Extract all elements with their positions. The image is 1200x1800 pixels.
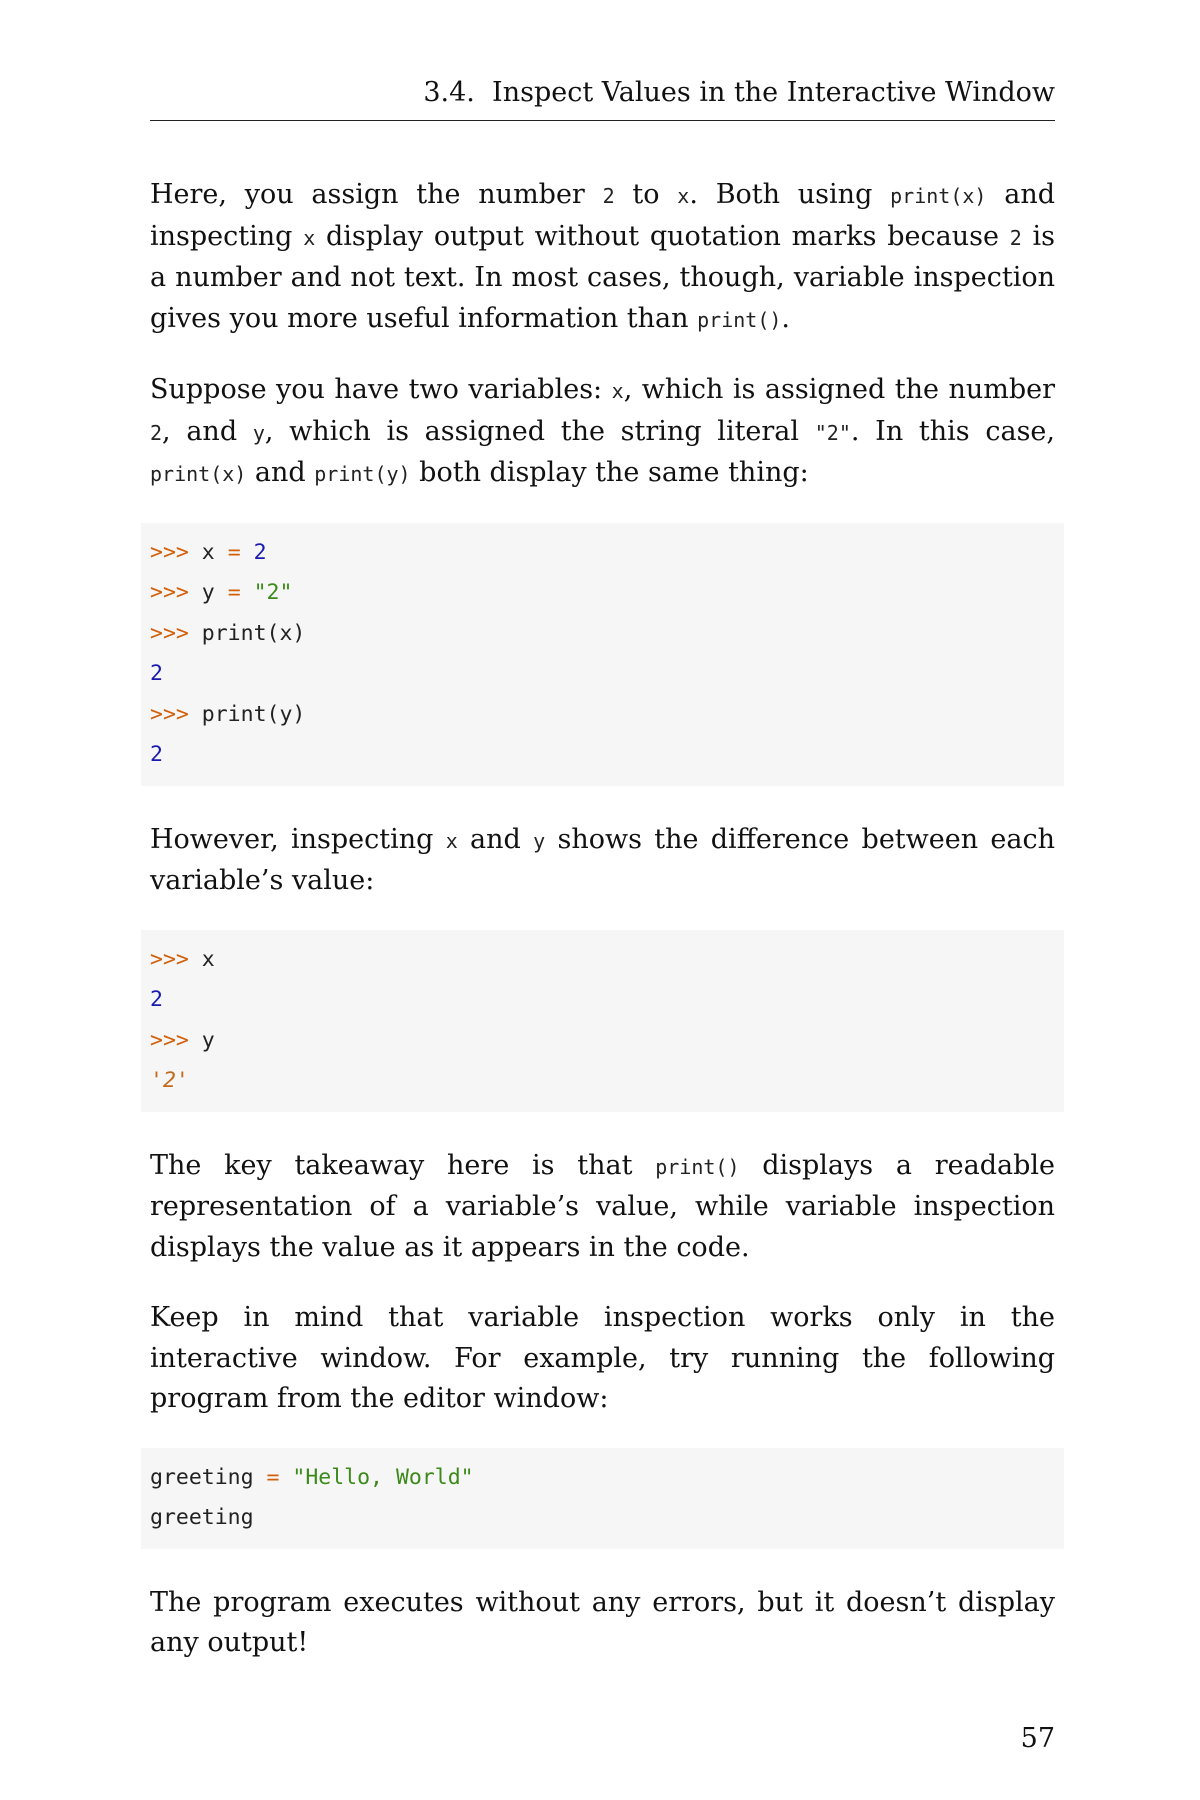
- code-line: [150, 695, 1055, 736]
- paragraph-2: [150, 370, 1055, 495]
- code-block-3: [141, 1448, 1064, 1549]
- code-output: 2: [150, 987, 163, 1012]
- inline-code: 2: [150, 420, 163, 445]
- code-operator: =: [227, 539, 241, 565]
- paragraph-5: [150, 1298, 1055, 1420]
- repl-prompt: >>>: [150, 580, 189, 605]
- code-string: "Hello, World": [279, 1464, 474, 1490]
- paragraph-4: [150, 1146, 1055, 1269]
- text-run: and: [246, 457, 315, 488]
- inline-code: print(): [655, 1154, 740, 1179]
- inline-code: x: [303, 225, 316, 250]
- text-run: Here, you assign the number: [150, 179, 603, 210]
- inline-code: y: [252, 420, 265, 445]
- text-run: .: [781, 302, 791, 334]
- code-line: [150, 1021, 1055, 1062]
- text-run: The key takeaway here is that: [150, 1149, 656, 1181]
- text-run: . Both using: [689, 179, 891, 210]
- text-run: , and: [162, 415, 253, 447]
- inline-code: print(x): [890, 184, 987, 208]
- code-line: [150, 573, 1055, 614]
- code-output: '2': [150, 1068, 189, 1093]
- inline-code: y: [533, 828, 546, 853]
- section-title: Inspect Values in the Interactive Window: [492, 77, 1055, 108]
- repl-prompt: >>>: [150, 1027, 189, 1053]
- page-content: [150, 175, 1055, 1694]
- inline-code: print(x): [150, 462, 247, 486]
- inline-code: x: [677, 184, 690, 208]
- inline-code: print(y): [314, 462, 411, 486]
- code-statement: y: [188, 1027, 215, 1053]
- header-rule: [150, 120, 1055, 121]
- code-statement: greeting: [150, 1505, 254, 1530]
- text-run: However, inspecting: [150, 823, 446, 855]
- paragraph-6: [150, 1583, 1055, 1664]
- code-line: [150, 1061, 1055, 1102]
- code-line: [150, 614, 1055, 655]
- paragraph-3: [150, 820, 1055, 902]
- code-block-1: [141, 523, 1064, 786]
- code-line: [150, 1498, 1055, 1539]
- text-run: both display the same thing:: [410, 457, 809, 488]
- text-run: shows the difference between each variable’s value:: [150, 823, 1055, 896]
- code-identifier: x: [188, 539, 228, 565]
- text-run: . In this case,: [850, 415, 1055, 447]
- code-line: [150, 980, 1055, 1021]
- repl-prompt: >>>: [150, 620, 189, 646]
- code-line: [150, 940, 1055, 981]
- code-line: [150, 735, 1055, 776]
- text-run: , which is assigned the string literal: [264, 415, 815, 447]
- code-block-2: [141, 930, 1064, 1112]
- code-statement: print(y): [188, 701, 306, 727]
- inline-code: print(): [697, 307, 782, 332]
- code-output: 2: [150, 742, 163, 767]
- text-run: Suppose you have two variables:: [150, 374, 612, 405]
- repl-prompt: >>>: [150, 701, 189, 727]
- code-number: 2: [240, 539, 267, 565]
- inline-code: x: [445, 828, 458, 853]
- code-line: [150, 1458, 1055, 1499]
- text-run: Keep in mind that variable inspection works only in the interactive window. For example, try running the following program from the editor window:: [150, 1302, 1055, 1414]
- text-run: displays a readable representation of a variable’s value, while variable inspection displays the value as it appears in the code.: [150, 1149, 1055, 1263]
- page-number: 57: [1020, 1723, 1055, 1754]
- text-run: The program executes without any errors, but it doesn’t display any output!: [150, 1586, 1055, 1658]
- code-line: [150, 654, 1055, 695]
- repl-prompt: >>>: [150, 946, 189, 972]
- running-header: [150, 76, 1055, 110]
- text-run: and: [457, 823, 534, 855]
- inline-code: 2: [1009, 225, 1022, 250]
- inline-code: x: [611, 379, 624, 403]
- text-run: and inspecting: [150, 179, 1055, 252]
- text-run: , which is assigned the number: [623, 374, 1055, 405]
- paragraph-1: [150, 175, 1055, 340]
- book-page: [150, 0, 1055, 1800]
- code-operator: =: [266, 1464, 280, 1490]
- text-run: is a number and not text. In most cases, though, variable inspection gives you more useful information than: [150, 220, 1056, 334]
- inline-code: 2: [602, 184, 615, 208]
- code-line: [150, 533, 1055, 574]
- code-operator: =: [227, 580, 241, 605]
- code-identifier: y: [188, 580, 228, 605]
- code-statement: x: [188, 946, 215, 972]
- repl-prompt: >>>: [150, 539, 189, 565]
- code-identifier: greeting: [150, 1464, 267, 1490]
- code-string: "2": [240, 580, 293, 605]
- section-number: 3.4.: [423, 77, 475, 108]
- inline-code: "2": [814, 420, 851, 445]
- code-output: 2: [150, 661, 163, 686]
- text-run: display output without quotation marks because: [315, 220, 1010, 252]
- text-run: to: [614, 179, 678, 210]
- code-statement: print(x): [188, 620, 306, 646]
